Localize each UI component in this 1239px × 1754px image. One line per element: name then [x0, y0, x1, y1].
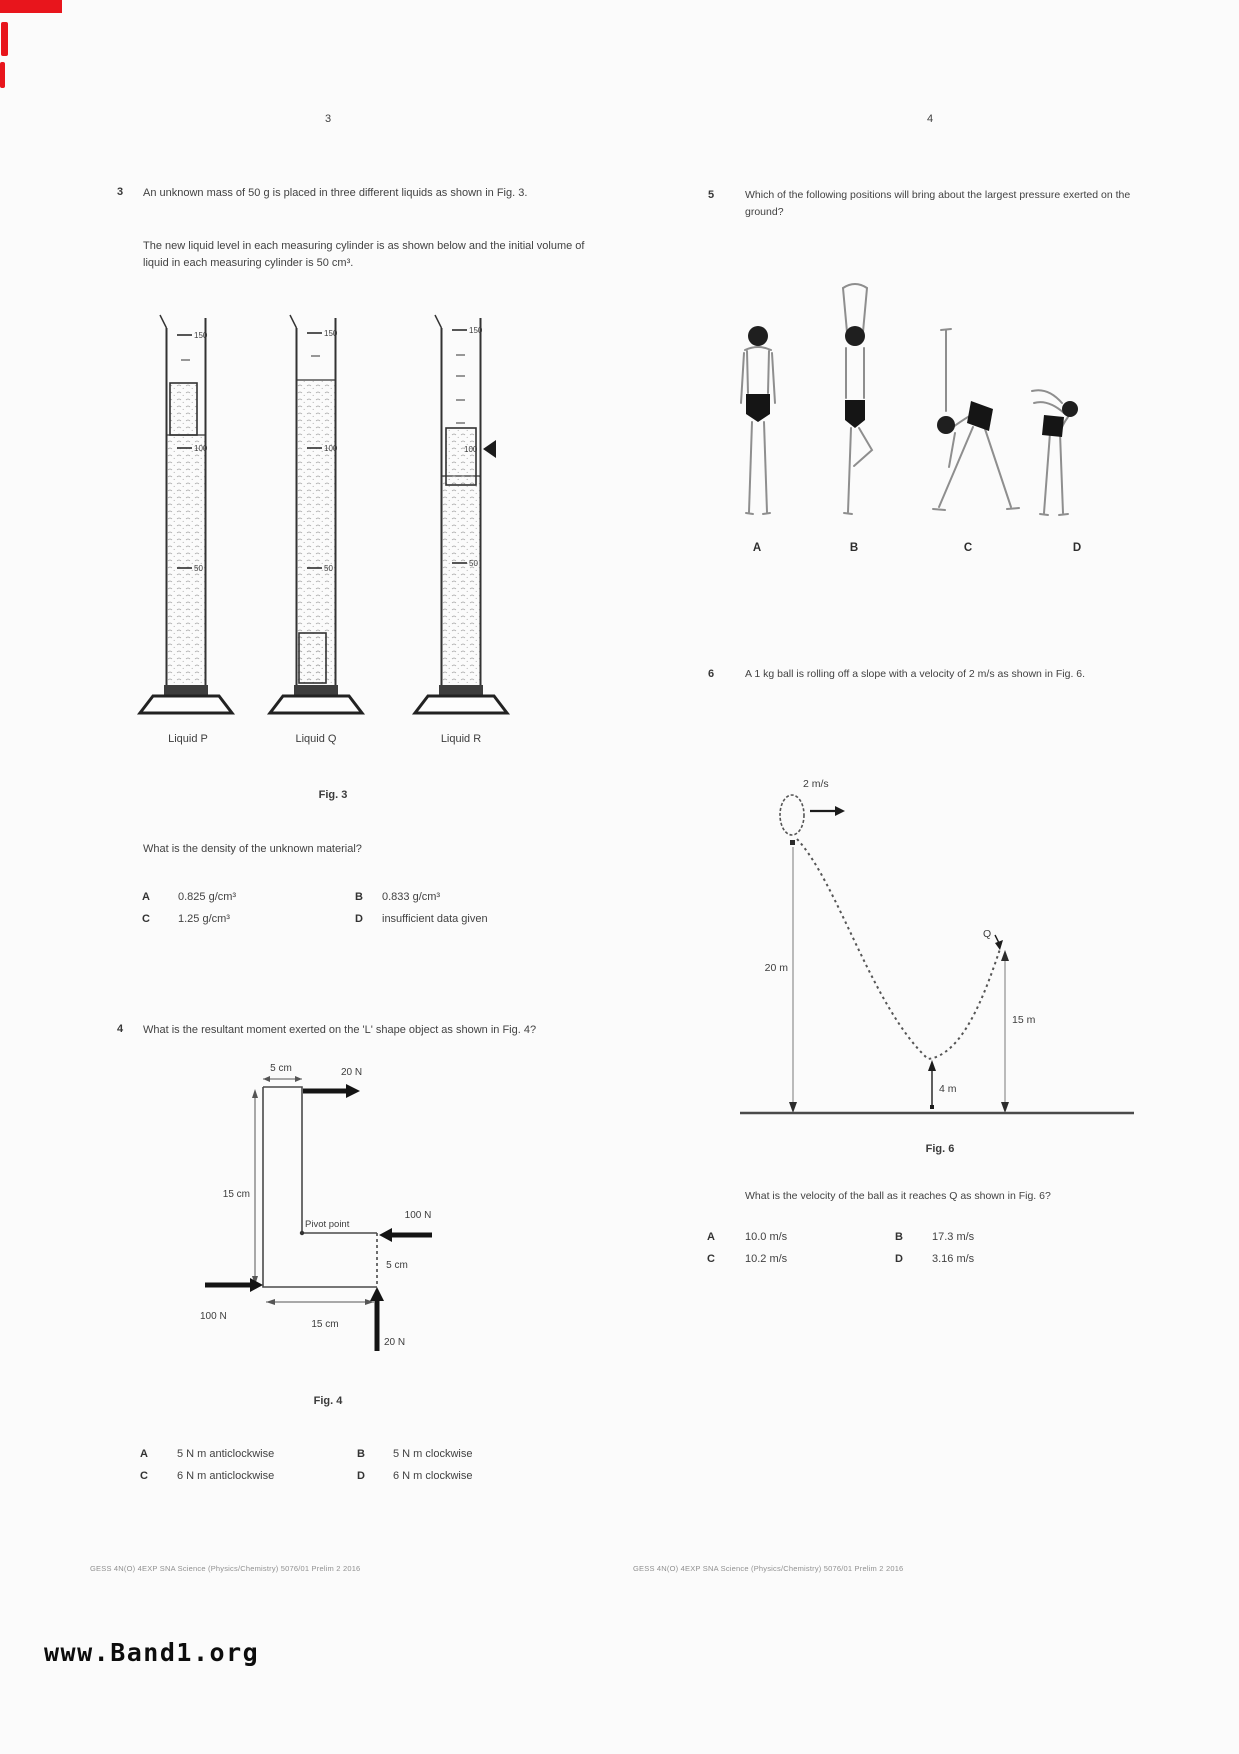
option-letter: B: [895, 1231, 903, 1243]
option-text: insufficient data given: [382, 913, 488, 925]
svg-text:100: 100: [194, 444, 208, 453]
svg-text:Pivot point: Pivot point: [305, 1219, 350, 1230]
option-text: 0.825 g/cm³: [178, 891, 237, 903]
q5-question: Which of the following positions will bring about the largest pressure exerted on the ground?: [745, 189, 1131, 218]
svg-text:4 m: 4 m: [939, 1083, 957, 1095]
option-text: 5 N m clockwise: [393, 1448, 473, 1460]
measuring-cylinder-q-figure: [261, 278, 371, 728]
svg-text:100: 100: [464, 445, 478, 454]
posture-figure-a: [735, 318, 781, 523]
q6-number: 6: [708, 668, 715, 680]
fig3-caption: Fig. 3: [318, 789, 348, 801]
watermark: www.Band1.org: [44, 1638, 260, 1667]
footer-right: GESS 4N(O) 4EXP SNA Science (Physics/Chemistry) 5076/01 Prelim 2 2016: [633, 1564, 904, 1573]
svg-text:150: 150: [194, 331, 208, 340]
page-number-left: 3: [325, 113, 332, 125]
svg-text:100: 100: [324, 444, 338, 453]
option-text: 1.25 g/cm³: [178, 913, 230, 925]
posture-label-c: C: [963, 542, 973, 554]
option-text: 17.3 m/s: [932, 1231, 975, 1243]
option-letter: B: [357, 1448, 365, 1460]
page-number-right: 4: [927, 113, 934, 125]
q6-options: [707, 1230, 974, 1267]
option-text: 10.0 m/s: [745, 1231, 788, 1243]
measuring-cylinder-r-figure: [406, 278, 516, 728]
option-text: 0.833 g/cm³: [382, 891, 441, 903]
cylinder-p-label: Liquid P: [168, 733, 208, 745]
svg-text:100 N: 100 N: [200, 1311, 227, 1322]
option-text: 3.16 m/s: [932, 1253, 975, 1265]
posture-label-b: B: [849, 542, 859, 554]
footer-left: GESS 4N(O) 4EXP SNA Science (Physics/Chemistry) 5076/01 Prelim 2 2016: [90, 1564, 361, 1573]
posture-label-a: A: [752, 542, 762, 554]
q3-detail: The new liquid level in each measuring cylinder is as shown below and the initial volume of liquid in each measuring cylinder is 50 cm³.: [143, 240, 585, 270]
option-letter: C: [142, 913, 150, 925]
cylinder-r-label: Liquid R: [440, 733, 482, 745]
option-letter: C: [707, 1253, 715, 1265]
l-shape-moment-figure: [160, 1055, 450, 1365]
option-letter: C: [140, 1470, 148, 1482]
q5-number: 5: [708, 189, 715, 201]
svg-text:20 N: 20 N: [384, 1337, 406, 1348]
svg-text:50: 50: [469, 559, 478, 568]
q3-question: What is the density of the unknown material?: [143, 843, 362, 855]
option-letter: D: [355, 913, 363, 925]
option-letter: A: [707, 1231, 715, 1243]
svg-text:20 N: 20 N: [341, 1067, 363, 1078]
fig4-caption: Fig. 4: [313, 1395, 343, 1407]
posture-label-d: D: [1072, 542, 1082, 554]
q4-number: 4: [117, 1023, 124, 1035]
posture-figure-d: [1030, 385, 1125, 520]
option-text: 10.2 m/s: [745, 1253, 788, 1265]
q6-question: What is the velocity of the ball as it reaches Q as shown in Fig. 6?: [745, 1190, 1051, 1202]
posture-figure-b: [830, 280, 882, 522]
q3-options: [142, 890, 488, 927]
svg-text:150: 150: [324, 329, 338, 338]
q3-intro: An unknown mass of 50 g is placed in three different liquids as shown in Fig. 3.: [143, 187, 528, 199]
q6-intro: A 1 kg ball is rolling off a slope with a velocity of 2 m/s as shown in Fig. 6.: [745, 668, 1086, 680]
svg-text:15 m: 15 m: [1012, 1014, 1036, 1026]
svg-text:2 m/s: 2 m/s: [803, 778, 829, 790]
svg-text:150: 150: [469, 326, 483, 335]
option-text: 6 N m anticlockwise: [177, 1470, 275, 1482]
option-text: 5 N m anticlockwise: [177, 1448, 275, 1460]
option-letter: A: [142, 891, 150, 903]
svg-text:5 cm: 5 cm: [270, 1063, 292, 1074]
svg-text:15 cm: 15 cm: [222, 1189, 250, 1200]
svg-text:50: 50: [324, 564, 333, 573]
fig6-caption: Fig. 6: [925, 1143, 955, 1155]
q4-options: [140, 1447, 472, 1484]
option-letter: A: [140, 1448, 148, 1460]
svg-text:100 N: 100 N: [404, 1210, 432, 1221]
svg-text:15 cm: 15 cm: [311, 1319, 339, 1330]
measuring-cylinder-p-figure: [131, 278, 241, 728]
svg-text:20 m: 20 m: [764, 962, 788, 974]
option-letter: D: [895, 1253, 903, 1265]
q4-question: What is the resultant moment exerted on the 'L' shape object as shown in Fig. 4?: [143, 1024, 537, 1036]
option-letter: B: [355, 891, 363, 903]
q3-number: 3: [117, 186, 124, 198]
svg-text:5 cm: 5 cm: [386, 1260, 408, 1271]
posture-figure-c: [925, 325, 1025, 520]
option-letter: D: [357, 1470, 365, 1482]
slope-ball-figure: [700, 765, 1140, 1125]
svg-text:50: 50: [194, 564, 203, 573]
option-text: 6 N m clockwise: [393, 1470, 473, 1482]
cylinder-q-label: Liquid Q: [295, 733, 337, 745]
svg-text:Q: Q: [983, 928, 992, 940]
